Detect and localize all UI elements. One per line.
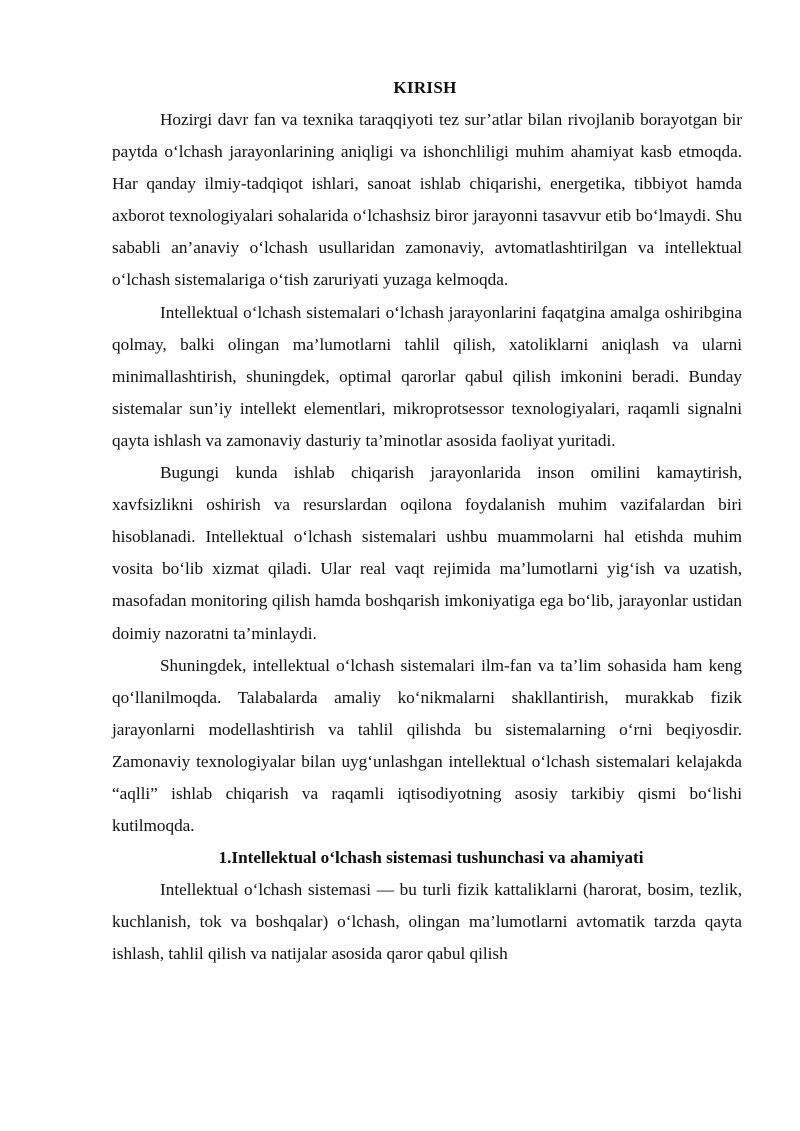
document-body [112, 104, 742, 971]
paragraph-2: Intellektual o‘lchash sistemalari o‘lchash jarayonlarini faqatgina amalga oshiribgina qolmay, balki olingan ma’lumotlarni tahlil qilish, xatoliklarni aniqlash va ularni minimallashtirish, shuningdek, optimal qarorlar qabul qilish imkonini beradi. Bunday sistemalar sun’iy intellekt elementlari, mikroprotsessor texnologiyalari, raqamli signalni qayta ishlash va zamonaviy dasturiy ta’minotlar asosida faoliyat yuritadi. [112, 302, 742, 450]
page-title: KIRISH [393, 78, 457, 97]
section-paragraph: Intellektual o‘lchash sistemasi — bu turli fizik kattaliklarni (harorat, bosim, tezlik, kuchlanish, tok va boshqalar) o‘lchash, olingan ma’lumotlarni avtomatik tarzda qayta ishlash, tahlil qilish va natijalar asosida qaror qabul qilish [112, 880, 742, 964]
paragraph-4: Shuningdek, intellektual o‘lchash sistemalari ilm-fan va ta’lim sohasida ham keng qo‘llanilmoqda. Talabalarda amaliy ko‘nikmalarni shakllantirish, murakkab fizik jarayonlarni modellashtirish va tahlil qilishda bu sistemalarning o‘rni beqiyosdir. Zamonaviy texnologiyalar bilan uyg‘unlashgan intellektual o‘lchash sistemalari kelajakda “aqlli” ishlab chiqarish va raqamli iqtisodiyotning asosiy tarkibiy qismi bo‘lishi kutilmoqda. [112, 655, 742, 836]
paragraph-3: Bugungi kunda ishlab chiqarish jarayonlarida inson omilini kamaytirish, xavfsizlikni oshirish va resurslardan oqilona foydalanish muhim vazifalardan biri hisoblanadi. Intellektual o‘lchash sistemalari ushbu muammolarni hal etishda muhim vosita bo‘lib xizmat qiladi. Ular real vaqt rejimida ma’lumotlarni yig‘ish va uzatish, masofadan monitoring qilish hamda boshqarish imkoniyatiga ega bo‘lib, jarayonlar ustidan doimiy nazoratni ta’minlaydi. [112, 463, 742, 643]
paragraph-1: Hozirgi davr fan va texnika taraqqiyoti tez sur’atlar bilan rivojlanib borayotgan bir paytda o‘lchash jarayonlarining aniqligi va ishonchliligi muhim ahamiyat kasb etmoqda. Har qanday ilmiy-tadqiqot ishlari, sanoat ishlab chiqarishi, energetika, tibbiyot hamda axborot texnologiyalari sohalarida o‘lchashsiz biror jarayonni tasavvur etib bo‘lmaydi. Shu sababli an’anaviy o‘lchash usullaridan zamonaviy, avtomatlashtirilgan va intellektual o‘lchash sistemalariga o‘tish zaruriyati yuzaga kelmoqda. [112, 110, 742, 290]
section-heading: 1.Intellektual o‘lchash sistemasi tushunchasi va ahamiyati [218, 848, 644, 868]
